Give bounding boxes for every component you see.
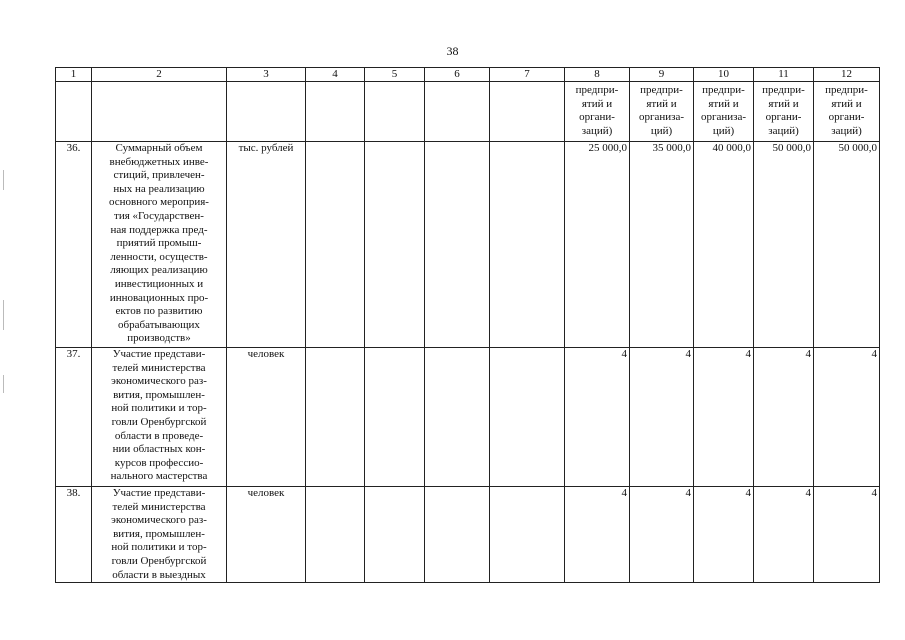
table-row: [56, 348, 880, 487]
unit-header-cell: предпри- ятий и органи- заций): [814, 82, 880, 142]
value-cell: 40 000,0: [694, 142, 754, 348]
column-number-cell: 12: [814, 68, 880, 82]
scan-margin-mark: [3, 300, 4, 330]
value-cell: [425, 142, 490, 348]
value-cell: [490, 487, 565, 583]
value-cell: [306, 348, 365, 487]
indicator-name-cell: Суммарный объем внебюджетных инве- стиций, привлечен- ных на реализацию основного мероприя- тия «Государствен- ная поддержка пред- приятий промыш- ленности, осуществ- ляющих реализацию инвестиционных и инновационных про- ектов по развитию обрабатывающих производств»: [92, 142, 227, 348]
unit-header-cell: предпри- ятий и органи- заций): [754, 82, 814, 142]
unit-header-row: [56, 82, 880, 142]
value-cell: [425, 348, 490, 487]
value-cell: 4: [754, 487, 814, 583]
column-number-cell: 4: [306, 68, 365, 82]
column-number-cell: 2: [92, 68, 227, 82]
value-cell: 4: [630, 487, 694, 583]
indicator-name-cell: Участие представи- телей министерства экономического раз- вития, промышлен- ной политики и тор- говли Оренбургской области в проведе- нии областных кон- курсов профессио- нального мастерства: [92, 348, 227, 487]
unit-cell: тыс. рублей: [227, 142, 306, 348]
value-cell: 4: [565, 348, 630, 487]
column-number-cell: 9: [630, 68, 694, 82]
value-cell: [365, 487, 425, 583]
column-number-cell: 11: [754, 68, 814, 82]
row-number-cell: 37.: [56, 348, 92, 487]
table-row: [56, 487, 880, 583]
value-cell: 4: [814, 348, 880, 487]
value-cell: [306, 142, 365, 348]
page-number: 38: [446, 44, 459, 58]
value-cell: 4: [754, 348, 814, 487]
column-number-cell: 6: [425, 68, 490, 82]
scan-margin-mark: [3, 170, 4, 190]
indicator-name-cell: Участие представи- телей министерства экономического раз- вития, промышлен- ной политики и тор- говли Оренбургской области в выездных: [92, 487, 227, 583]
scan-margin-mark: [3, 375, 4, 393]
column-number-cell: 7: [490, 68, 565, 82]
value-cell: [490, 142, 565, 348]
unit-header-cell: [227, 82, 306, 142]
value-cell: 4: [694, 487, 754, 583]
value-cell: [365, 142, 425, 348]
value-cell: 50 000,0: [814, 142, 880, 348]
unit-cell: человек: [227, 348, 306, 487]
indicators-table: [55, 67, 880, 583]
column-number-cell: 3: [227, 68, 306, 82]
column-number-cell: 10: [694, 68, 754, 82]
value-cell: [490, 348, 565, 487]
unit-header-cell: [365, 82, 425, 142]
value-cell: 50 000,0: [754, 142, 814, 348]
value-cell: [306, 487, 365, 583]
unit-header-cell: [56, 82, 92, 142]
table-row: [56, 142, 880, 348]
unit-header-cell: [425, 82, 490, 142]
unit-cell: человек: [227, 487, 306, 583]
unit-header-cell: предпри- ятий и организа- ций): [694, 82, 754, 142]
row-number-cell: 38.: [56, 487, 92, 583]
value-cell: 25 000,0: [565, 142, 630, 348]
unit-header-cell: предпри- ятий и органи- заций): [565, 82, 630, 142]
value-cell: 4: [694, 348, 754, 487]
unit-header-cell: предпри- ятий и организа- ций): [630, 82, 694, 142]
unit-header-cell: [490, 82, 565, 142]
column-number-cell: 8: [565, 68, 630, 82]
unit-header-cell: [92, 82, 227, 142]
column-number-cell: 1: [56, 68, 92, 82]
column-number-cell: 5: [365, 68, 425, 82]
value-cell: 4: [814, 487, 880, 583]
unit-header-cell: [306, 82, 365, 142]
column-number-row: [56, 68, 880, 82]
value-cell: [425, 487, 490, 583]
value-cell: 35 000,0: [630, 142, 694, 348]
value-cell: 4: [565, 487, 630, 583]
value-cell: 4: [630, 348, 694, 487]
value-cell: [365, 348, 425, 487]
row-number-cell: 36.: [56, 142, 92, 348]
